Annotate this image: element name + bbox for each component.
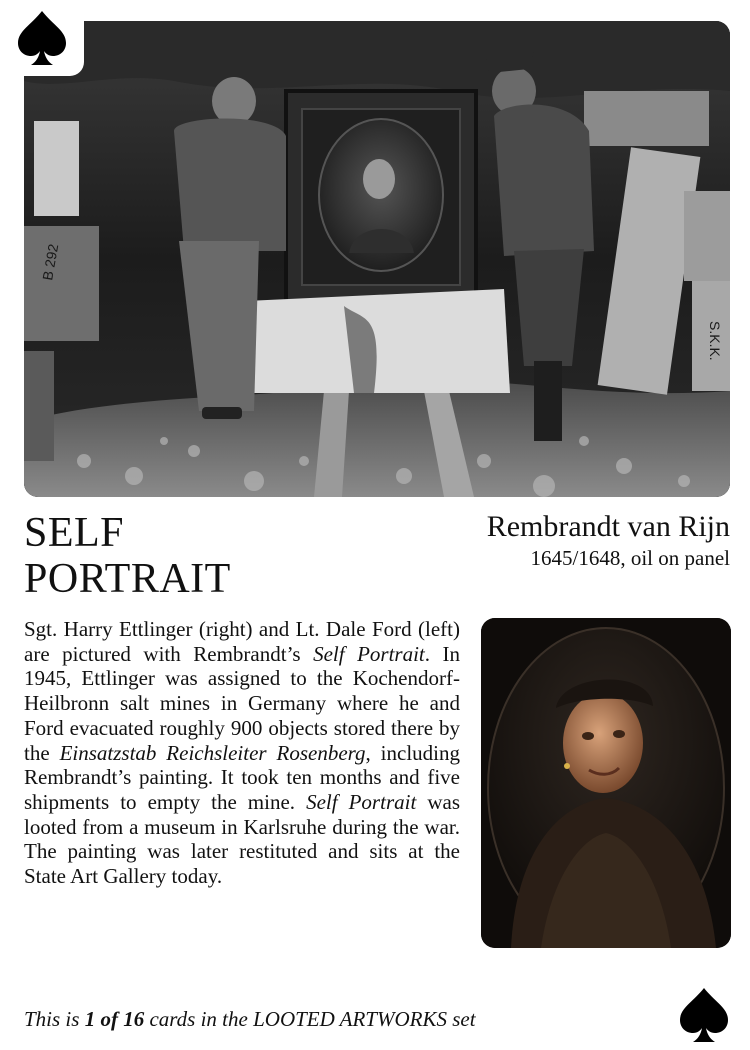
card-footer [24,1007,476,1032]
artist-name: Rembrandt van Rijn [486,510,730,543]
description-italic: Self Portrait [306,789,417,814]
footer-set-name: LOOTED ARTWORKS [253,1007,447,1031]
archival-photo-soldiers-with-painting [24,21,730,497]
footer-text: cards in the [144,1007,254,1031]
title-line-2: PORTRAIT [24,556,231,602]
rembrandt-self-portrait-image [481,618,731,948]
artwork-title [24,510,324,602]
suit-corner [0,0,84,76]
spade-icon [678,986,730,1044]
description-text: . In 1945, Ettlinger was assigned to the Kochendorf-Heilbronn salt mines in Germany where he and Ford evacuated roughly 900 objects stored there by the [24,641,461,765]
description-text: Sgt. Harry Ettlinger (right) and Lt. Dale Ford (left) are pictured with Rembrandt’s [24,617,460,666]
description-italic: Self Portrait [313,641,425,666]
crate-label-right: S.K.K. [707,321,723,361]
suit-bottom [678,986,730,1048]
artist-block [487,510,730,572]
title-line-1: SELF [24,510,125,556]
footer-text: This is [24,1007,85,1031]
description-text: , including Rembrandt’s painting. It took ten months and five shipments to empty the mine. [24,740,460,814]
artwork-description [24,617,460,889]
photo-credit-vertical [734,60,744,490]
portrait-credit-vertical [736,625,746,935]
description-italic: Einsatzstab Reichsleiter Rosenberg [59,740,366,765]
footer-card-count: 1 of 16 [84,1007,145,1031]
artwork-details: 1645/1648, oil on panel [530,546,730,570]
footer-text: set [446,1007,476,1031]
description-text: was looted from a museum in Karlsruhe during the war. The painting was later restituted and sits at the State Art Gallery today. [24,789,460,889]
spade-icon [17,9,67,67]
crate-label-left: B 292 [39,242,62,282]
